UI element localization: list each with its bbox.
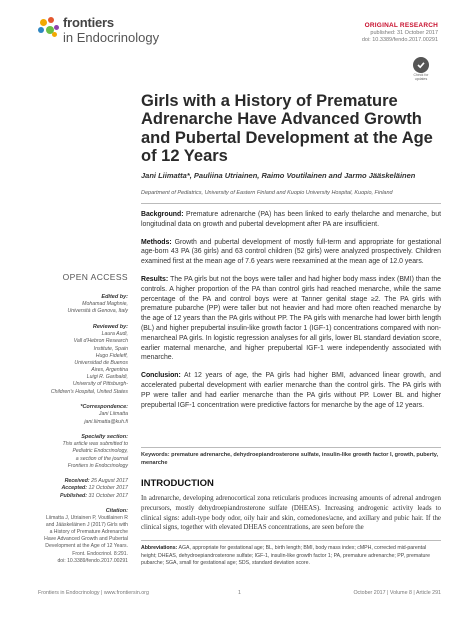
divider — [141, 540, 441, 541]
accepted-value: 12 October 2017 — [87, 485, 128, 492]
divider — [141, 447, 441, 448]
correspondence — [30, 404, 128, 426]
article-title: Girls with a History of Premature Adrenarche Have Advanced Growth and Pubertal Development at the Age of 12 Years — [141, 92, 433, 166]
edited-by — [30, 294, 128, 316]
editor-line: Mohamad Maghnie, — [82, 301, 128, 308]
background-text: Premature adrenarche (PA) has been linked to early thelarche and menarche, but longitudinal data on growth and pubertal development after PA are insufficient. — [141, 211, 441, 228]
reviewer-line: Hugo Fideleff, — [95, 352, 128, 359]
check-updates-icon — [413, 57, 429, 73]
sidebar — [30, 272, 128, 573]
reviewer-line: Vall d'Hebron Research — [73, 338, 128, 345]
divider — [141, 203, 441, 204]
author-list[interactable]: Jani Liimatta*, Pauliina Utriainen, Raimo Voutilainen and Jarmo Jääskeläinen — [141, 171, 416, 180]
article-meta — [362, 22, 438, 44]
citation-doi[interactable]: doi: 10.3389/fendo.2017.00291 — [57, 557, 128, 564]
reviewer-line: Laura Audi, — [101, 331, 128, 338]
citation-line: Liimatta J, Utriainen P, Voutilainen R — [45, 515, 128, 522]
results-heading: Results: — [141, 275, 169, 283]
abbreviations — [141, 545, 441, 568]
citation-line: Front. Endocrinol. 8:291. — [72, 550, 128, 557]
citation-line: a History of Premature Adrenarche — [49, 529, 128, 536]
abstract-background — [141, 210, 441, 230]
journal-logo[interactable] — [38, 16, 159, 44]
footer-issue-info: October 2017 | Volume 8 | Article 291 — [353, 590, 441, 596]
conclusion-heading: Conclusion: — [141, 372, 181, 380]
page-number: 1 — [238, 590, 241, 596]
keywords — [141, 452, 441, 468]
journal-name: in Endocrinology — [63, 30, 160, 45]
conclusion-text: At 12 years of age, the PA girls had higher BMI, advanced linear growth, and accelerated pubertal development with earlier menarche than the control girls. The PA girls with PP were taller and had earlier menarche than the PA girls without PP. Lower BL and higher prepubertal IGF-1 concentration were predictive factors for menarche by the age of 12 years. — [141, 372, 441, 409]
reviewer-line: Universidad de Buenos — [74, 359, 128, 366]
check-updates-label: Check for updates — [413, 73, 429, 81]
correspondence-name: Jani Liimatta — [98, 411, 128, 418]
frontiers-logo-icon — [38, 17, 60, 39]
received-value: 25 August 2017 — [89, 477, 128, 484]
reviewer-line: Children's Hospital, United States — [50, 388, 128, 395]
abstract-results — [141, 275, 441, 363]
published-date: published: 31 October 2017 — [370, 30, 438, 37]
citation-heading: Citation: — [105, 507, 128, 514]
published-label: Published: — [59, 492, 88, 499]
reviewer-line: Institute, Spain — [93, 345, 128, 352]
footer-journal-link[interactable]: Frontiers in Endocrinology | www.frontiersin.org — [38, 590, 149, 596]
article-type: ORIGINAL RESEARCH — [364, 22, 438, 29]
doi-link[interactable]: doi: 10.3389/fendo.2017.00291 — [361, 37, 438, 43]
abbreviations-text: AGA, appropriate for gestational age; BL, birth length; BMI, body mass index; cMPH, corrected mid-parental height; DHEAS, dehydroepiandrosterone sulfate; IGF-1, insulin-like growth factor 1; PA, premature adrenarche; PP, premature pubarche; SGA, small for gestational age; SDS, standard deviation score. — [141, 545, 431, 567]
affiliation: Department of Pediatrics, University of Eastern Finland and Kuopio University Hospital, Kuopio, Finland — [141, 190, 393, 196]
correspondence-email[interactable]: jani.liimatta@kuh.fi — [84, 418, 128, 425]
abstract — [141, 210, 441, 418]
received-label: Received: — [64, 477, 90, 484]
methods-text: Growth and pubertal development of mostly full-term and appropriate for gestational age-born 43 PA (36 girls) and 63 control children (52 girls) were analyzed prospectively. Children examined first at the mean age of 7.6 years were reexamined at the mean age of 12.0 years. — [141, 238, 441, 266]
citation-line: Have Advanced Growth and Pubertal — [44, 536, 128, 543]
received-date — [30, 478, 128, 485]
reviewed-by — [30, 324, 128, 396]
results-text: The PA girls but not the boys were taller and had higher body mass index (BMI) than the controls. A higher proportion of the PA than control girls had reached menarche, while the same percentage of the PA and control boys were at Tanner genital stage ≥2. The PA girls with premature pubarche (PP) were taller but not heavier and had more often reached menarche by the age of 12 years than the PA girls without PP. The PA girls with menarche had lower birth length (BL) and higher prepubertal insulin-like growth factor 1 (IGF-1) concentrations compared with non-menarcheal PA girls. In logistic regression analyses for all girls, lower BL standard deviation score, earlier maternal menarche, and higher prepubertal IGF-1 were independently associated with menarche. — [141, 275, 441, 362]
citation-line: and Jääskeläinen J (2017) Girls with — [45, 522, 128, 529]
brand-name: frontiers — [63, 15, 114, 30]
abstract-conclusion — [141, 371, 441, 410]
article-dates — [30, 478, 128, 500]
edited-by-heading: Edited by: — [101, 293, 128, 300]
methods-heading: Methods: — [141, 238, 172, 246]
open-access-label: OPEN ACCESS — [62, 272, 128, 282]
page-footer — [38, 590, 441, 596]
abbreviations-heading: Abbreviations: — [141, 545, 178, 551]
section-heading-introduction: INTRODUCTION — [141, 478, 214, 489]
specialty-line: This article was submitted to — [62, 441, 128, 448]
abstract-methods — [141, 238, 441, 267]
published-value: 31 October 2017 — [87, 492, 128, 499]
specialty-heading: Specialty section: — [81, 433, 128, 440]
keywords-heading: Keywords: — [141, 452, 170, 458]
citation — [30, 508, 128, 565]
introduction-text: In adrenarche, developing adrenocortical zona reticularis produces increasing amounts of adrenal androgen precursors, mostly dehydroepiandrosterone sulfate (DHEAS). Increasing androgenic activity leads to clinical signs: adult-type body odor, oily hair and skin, comedones/acne, and axillary and pubic hair. If the clinical signs, together with elevated DHEAS concentrations, are seen before the — [141, 495, 441, 532]
correspondence-heading: *Correspondence: — [80, 403, 128, 410]
specialty-section — [30, 434, 128, 470]
accepted-label: Accepted: — [61, 485, 88, 492]
specialty-line: Frontiers in Endocrinology — [67, 462, 128, 469]
background-heading: Background: — [141, 211, 184, 218]
check-for-updates-badge[interactable] — [412, 57, 430, 82]
specialty-line: a section of the journal — [75, 455, 128, 462]
editor-line: Università di Genova, Italy — [67, 308, 128, 315]
reviewer-line: Aires, Argentina — [91, 367, 128, 374]
reviewer-line: University of Pittsburgh- — [72, 381, 128, 388]
specialty-line: Pediatric Endocrinology, — [72, 448, 128, 455]
keywords-text: premature adrenarche, dehydroepiandrosterone sulfate, insulin-like growth factor I, growth, puberty, menarche — [141, 452, 439, 466]
reviewer-line: Luigi R. Garibaldi, — [86, 374, 128, 381]
citation-line: Development at the Age of 12 Years. — [45, 543, 128, 550]
reviewed-by-heading: Reviewed by: — [92, 323, 128, 330]
published-date-side — [30, 493, 128, 500]
accepted-date — [30, 485, 128, 492]
